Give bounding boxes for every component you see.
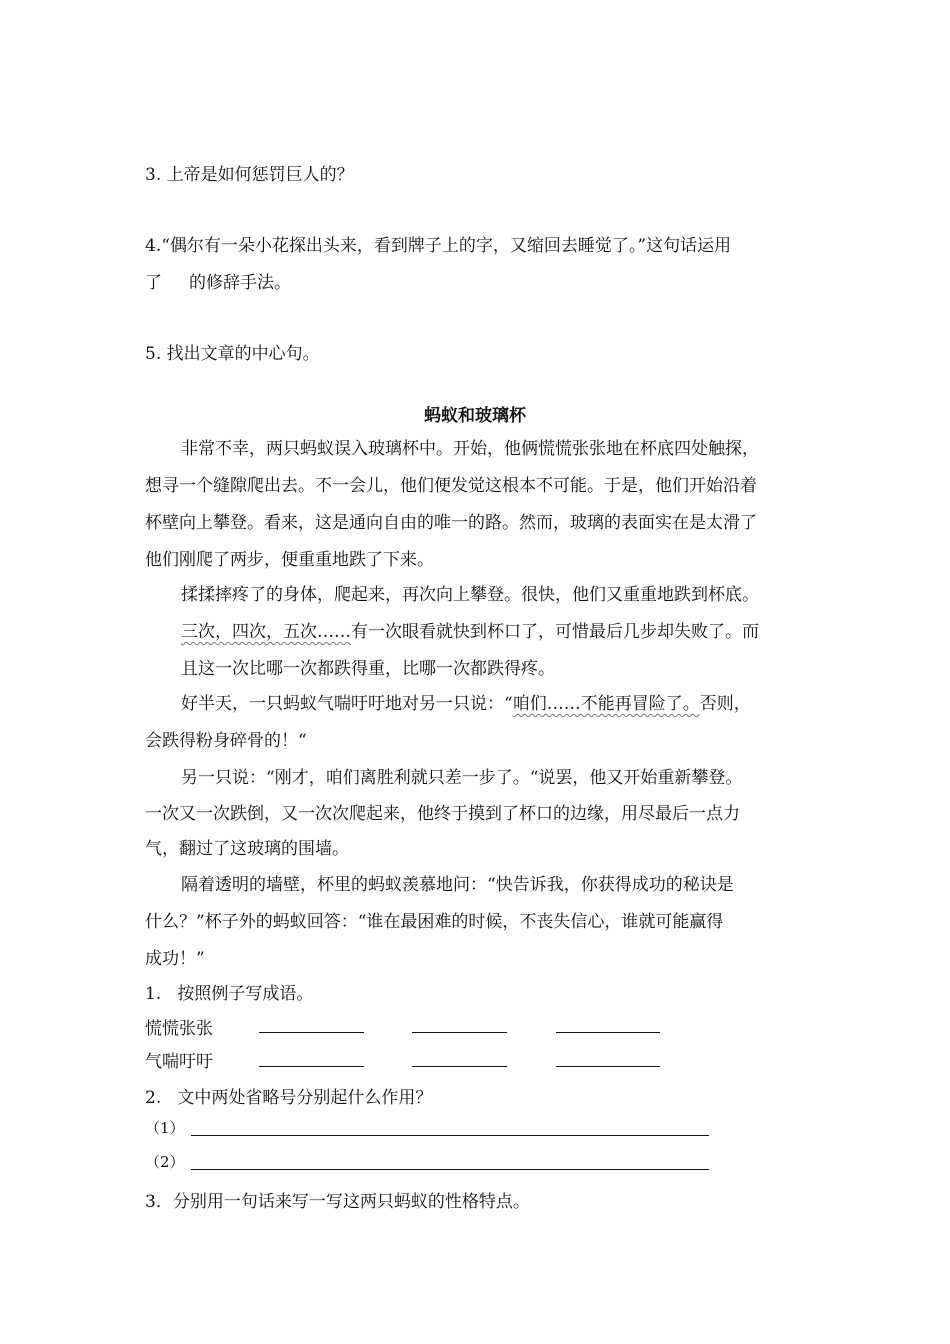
answer-blank[interactable]	[556, 1032, 660, 1033]
question-3: 3. 上帝是如何惩罚巨人的？	[145, 165, 354, 185]
ellipsis-phrase-1: 三次，四次，五次……	[181, 622, 351, 642]
paragraph-5-line: 气，翻过了这玻璃的围墙。	[145, 839, 349, 859]
answer-blank[interactable]	[412, 1032, 507, 1033]
paragraph-1-line: 非常不幸，两只蚂蚁误入玻璃杯中。开始，他俩慌慌张张地在杯底四处触探，	[181, 439, 759, 459]
exercise-3: 3．分别用一句话来写一写这两只蚂蚁的性格特点。	[145, 1192, 530, 1212]
question-4-line2: 了 的修辞手法。	[145, 273, 292, 293]
answer-line[interactable]	[191, 1169, 709, 1170]
paragraph-1-line: 他们刚爬了两步，便重重地跌了下来。	[145, 550, 434, 570]
paragraph-3-line1	[181, 617, 759, 642]
answer-blank[interactable]	[556, 1066, 660, 1067]
paragraph-5-line: 一次又一次跌倒，又一次次爬起来，他终于摸到了杯口的边缘，用尽最后一点力	[145, 804, 740, 824]
exercise-1: 1. 按照例子写成语。	[145, 984, 314, 1004]
answer-blank[interactable]	[259, 1066, 364, 1067]
question-4-line1: 4.“偶尔有一朵小花探出头来，看到牌子上的字，又缩回去睡觉了。”这句话运用	[145, 236, 732, 256]
paragraph-5-line: 另一只说：“刚才，咱们离胜利就只差一步了。“说罢，他又开始重新攀登。	[181, 768, 743, 788]
example-idiom-2: 气喘吁吁	[145, 1052, 213, 1072]
paragraph-2: 揉揉摔疼了的身体，爬起来，再次向上攀登。很快，他们又重重地跌到杯底。	[181, 585, 759, 605]
paragraph-6-line: 什么？”杯子外的蚂蚁回答：“谁在最困难的时候，不丧失信心，谁就可能赢得	[145, 912, 724, 932]
answer-label-1: （1）	[145, 1119, 185, 1137]
ellipsis-phrase-2: 咱们……不能再冒险了。	[512, 694, 700, 714]
answer-line[interactable]	[191, 1135, 709, 1136]
paragraph-3-text: 有一次眼看就快到杯口了，可惜最后几步却失败了。而	[351, 622, 759, 642]
paragraph-3-line2: 且这一次比哪一次都跌得重，比哪一次都跌得疼。	[181, 659, 555, 679]
paragraph-4-line2: 会跌得粉身碎骨的！“	[145, 731, 307, 751]
answer-label-2: （2）	[145, 1153, 185, 1171]
exercise-2: 2. 文中两处省略号分别起什么作用？	[145, 1088, 433, 1108]
example-idiom-1: 慌慌张张	[145, 1019, 213, 1039]
question-5: 5. 找出文章的中心句。	[145, 344, 320, 364]
paragraph-4-line1	[181, 689, 751, 714]
paragraph-6-line: 成功！”	[145, 949, 205, 969]
paragraph-6-line: 隔着透明的墙壁，杯里的蚂蚁羡慕地问：“快告诉我，你获得成功的秘诀是	[181, 875, 734, 895]
answer-blank[interactable]	[259, 1032, 364, 1033]
paragraph-4-post: 否则，	[699, 694, 751, 714]
story-title: 蚂蚁和玻璃杯	[424, 406, 526, 426]
answer-blank[interactable]	[412, 1066, 507, 1067]
paragraph-1-line: 杯壁向上攀登。看来，这是通向自由的唯一的路。然而，玻璃的表面实在是太滑了	[145, 513, 757, 533]
paragraph-1-line: 想寻一个缝隙爬出去。不一会儿，他们便发觉这根本不可能。于是，他们开始沿着	[145, 476, 757, 496]
paragraph-4-pre: 好半天，一只蚂蚁气喘吁吁地对另一只说：“	[181, 694, 513, 714]
